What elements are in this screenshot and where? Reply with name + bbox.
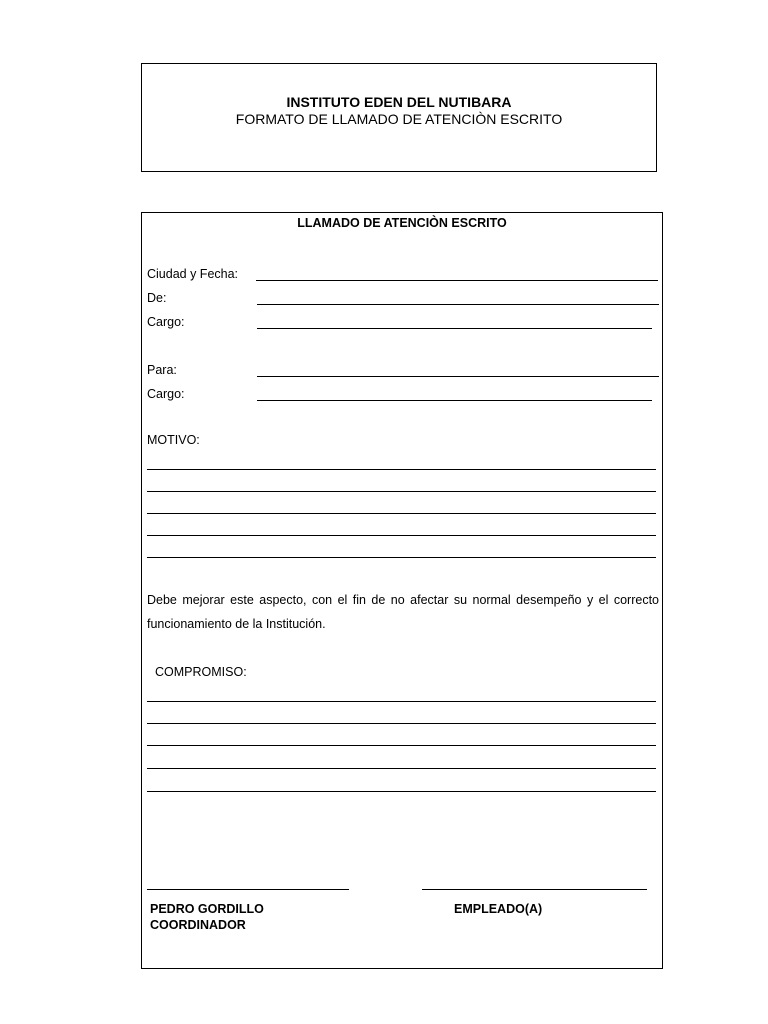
coordinator-signature-line[interactable] [147,889,349,890]
coordinator-name: PEDRO GORDILLO [150,902,264,916]
reason-line[interactable] [147,491,656,492]
commitment-line[interactable] [147,791,656,792]
commitment-line[interactable] [147,745,656,746]
reason-label: MOTIVO: [147,433,200,447]
commitment-label: COMPROMISO: [155,665,247,679]
reason-line[interactable] [147,513,656,514]
to-position-label: Cargo: [147,387,185,401]
form-format-title: FORMATO DE LLAMADO DE ATENCIÒN ESCRITO [235,111,563,127]
employee-label: EMPLEADO(A) [454,902,543,916]
from-position-label: Cargo: [147,315,185,329]
employee-signature-line[interactable] [422,889,647,890]
reason-line[interactable] [147,535,656,536]
to-position-line[interactable] [257,400,652,401]
from-line[interactable] [257,304,659,305]
reason-line[interactable] [147,469,656,470]
commitment-line[interactable] [147,768,656,769]
form-title: LLAMADO DE ATENCIÒN ESCRITO [297,216,507,230]
improvement-text: Debe mejorar este aspecto, con el fin de no afectar su normal desempeño y el correcto funcionamiento de la Institución. [147,593,659,631]
to-label: Para: [147,363,177,377]
reason-line[interactable] [147,557,656,558]
commitment-line[interactable] [147,723,656,724]
header-box [141,63,657,172]
commitment-line[interactable] [147,701,656,702]
institution-name: INSTITUTO EDEN DEL NUTIBARA [286,94,512,110]
form-box [141,212,663,969]
coordinator-role: COORDINADOR [150,918,246,932]
from-label: De: [147,291,167,305]
city-date-label: Ciudad y Fecha: [147,267,239,281]
city-date-line[interactable] [256,280,658,281]
to-line[interactable] [257,376,659,377]
from-position-line[interactable] [257,328,652,329]
